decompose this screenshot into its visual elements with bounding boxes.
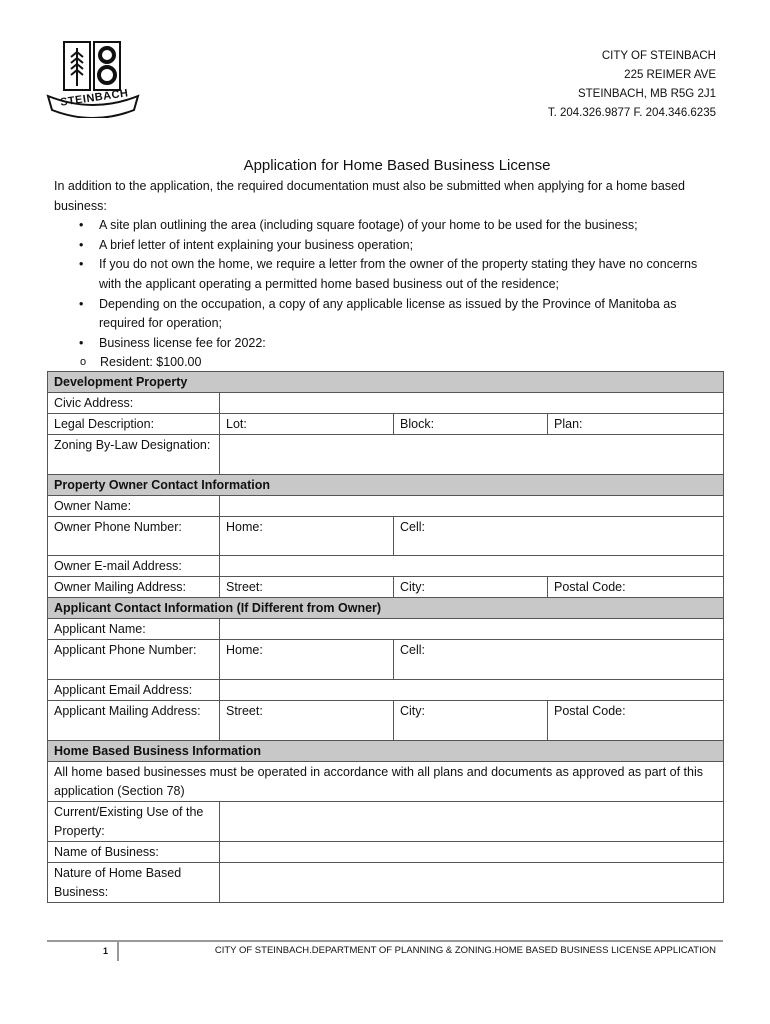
address-line: STEINBACH, MB R5G 2J1 (577, 88, 716, 100)
field-label: Owner Name: (48, 496, 220, 517)
footer-text: CITY OF STEINBACH.DEPARTMENT OF PLANNING & ZONING.HOME BASED BUSINESS LICENSE APPLICATION (214, 945, 716, 956)
applicant-city-field[interactable]: City: (394, 701, 548, 741)
zoning-field[interactable] (220, 435, 724, 475)
list-item: • Business license fee for 2022: (99, 334, 714, 354)
fee-item: o Resident: $100.00 (100, 353, 714, 373)
applicant-email-field[interactable] (220, 680, 724, 701)
field-label: Owner Mailing Address: (48, 577, 220, 598)
section-heading: Development Property (48, 372, 724, 393)
field-label: Owner E-mail Address: (48, 556, 220, 577)
field-label: Applicant Mailing Address: (48, 701, 220, 741)
section-heading: Applicant Contact Information (If Different from Owner) (48, 598, 724, 619)
page-title: Application for Home Based Business License (243, 157, 551, 174)
list-item: • A site plan outlining the area (including square footage) of your home to be used for the business; (99, 216, 714, 236)
address-line: 225 REIMER AVE (624, 69, 716, 81)
business-name-field[interactable] (220, 842, 724, 863)
civic-address-field[interactable] (220, 393, 724, 414)
block-field[interactable]: Block: (394, 414, 548, 435)
owner-postal-field[interactable]: Postal Code: (548, 577, 724, 598)
applicant-postal-field[interactable]: Postal Code: (548, 701, 724, 741)
section-heading: Home Based Business Information (48, 741, 724, 762)
list-item: • If you do not own the home, we require a letter from the owner of the property stating they have no concerns with the applicant operating a permitted home based business out of the residence; (99, 255, 714, 294)
page-number: 1 (103, 946, 109, 956)
intro-paragraph: In addition to the application, the required documentation must also be submitted when applying for a home based business: (54, 179, 685, 213)
owner-street-field[interactable]: Street: (220, 577, 394, 598)
list-item: • Depending on the occupation, a copy of any applicable license as issued by the Province of Manitoba as required for operation; (99, 295, 714, 334)
applicant-street-field[interactable]: Street: (220, 701, 394, 741)
footer-divider (117, 941, 119, 961)
footer-divider (47, 940, 723, 942)
applicant-name-field[interactable] (220, 619, 724, 640)
city-logo (44, 40, 142, 118)
field-label: Name of Business: (48, 842, 220, 863)
applicant-cell-phone-field[interactable]: Cell: (394, 640, 724, 680)
lot-field[interactable]: Lot: (220, 414, 394, 435)
plan-field[interactable]: Plan: (548, 414, 724, 435)
owner-home-phone-field[interactable]: Home: (220, 517, 394, 556)
intro-section (54, 177, 714, 373)
requirements-list (54, 216, 714, 353)
list-item: • A brief letter of intent explaining your business operation; (99, 236, 714, 256)
section-heading: Property Owner Contact Information (48, 475, 724, 496)
field-label: Zoning By-Law Designation: (48, 435, 220, 475)
field-label: Applicant Phone Number: (48, 640, 220, 680)
application-form (47, 371, 724, 903)
field-label: Owner Phone Number: (48, 517, 220, 556)
current-use-field[interactable] (220, 802, 724, 842)
fee-list (54, 353, 714, 373)
field-label: Nature of Home Based Business: (48, 863, 220, 903)
field-label: Current/Existing Use of the Property: (48, 802, 220, 842)
address-line: T. 204.326.9877 F. 204.346.6235 (547, 107, 716, 119)
business-nature-field[interactable] (220, 863, 724, 903)
owner-email-field[interactable] (220, 556, 724, 577)
business-note: All home based businesses must be operated in accordance with all plans and documents as approved as part of this application (Section 78) (48, 762, 724, 802)
field-label: Civic Address: (48, 393, 220, 414)
address-line: CITY OF STEINBACH (601, 50, 716, 62)
owner-cell-phone-field[interactable]: Cell: (394, 517, 724, 556)
owner-name-field[interactable] (220, 496, 724, 517)
owner-city-field[interactable]: City: (394, 577, 548, 598)
city-address (548, 47, 716, 123)
applicant-home-phone-field[interactable]: Home: (220, 640, 394, 680)
logo-wordmark: STEINBACH (59, 87, 130, 109)
field-label: Applicant Email Address: (48, 680, 220, 701)
field-label: Applicant Name: (48, 619, 220, 640)
field-label: Legal Description: (48, 414, 220, 435)
